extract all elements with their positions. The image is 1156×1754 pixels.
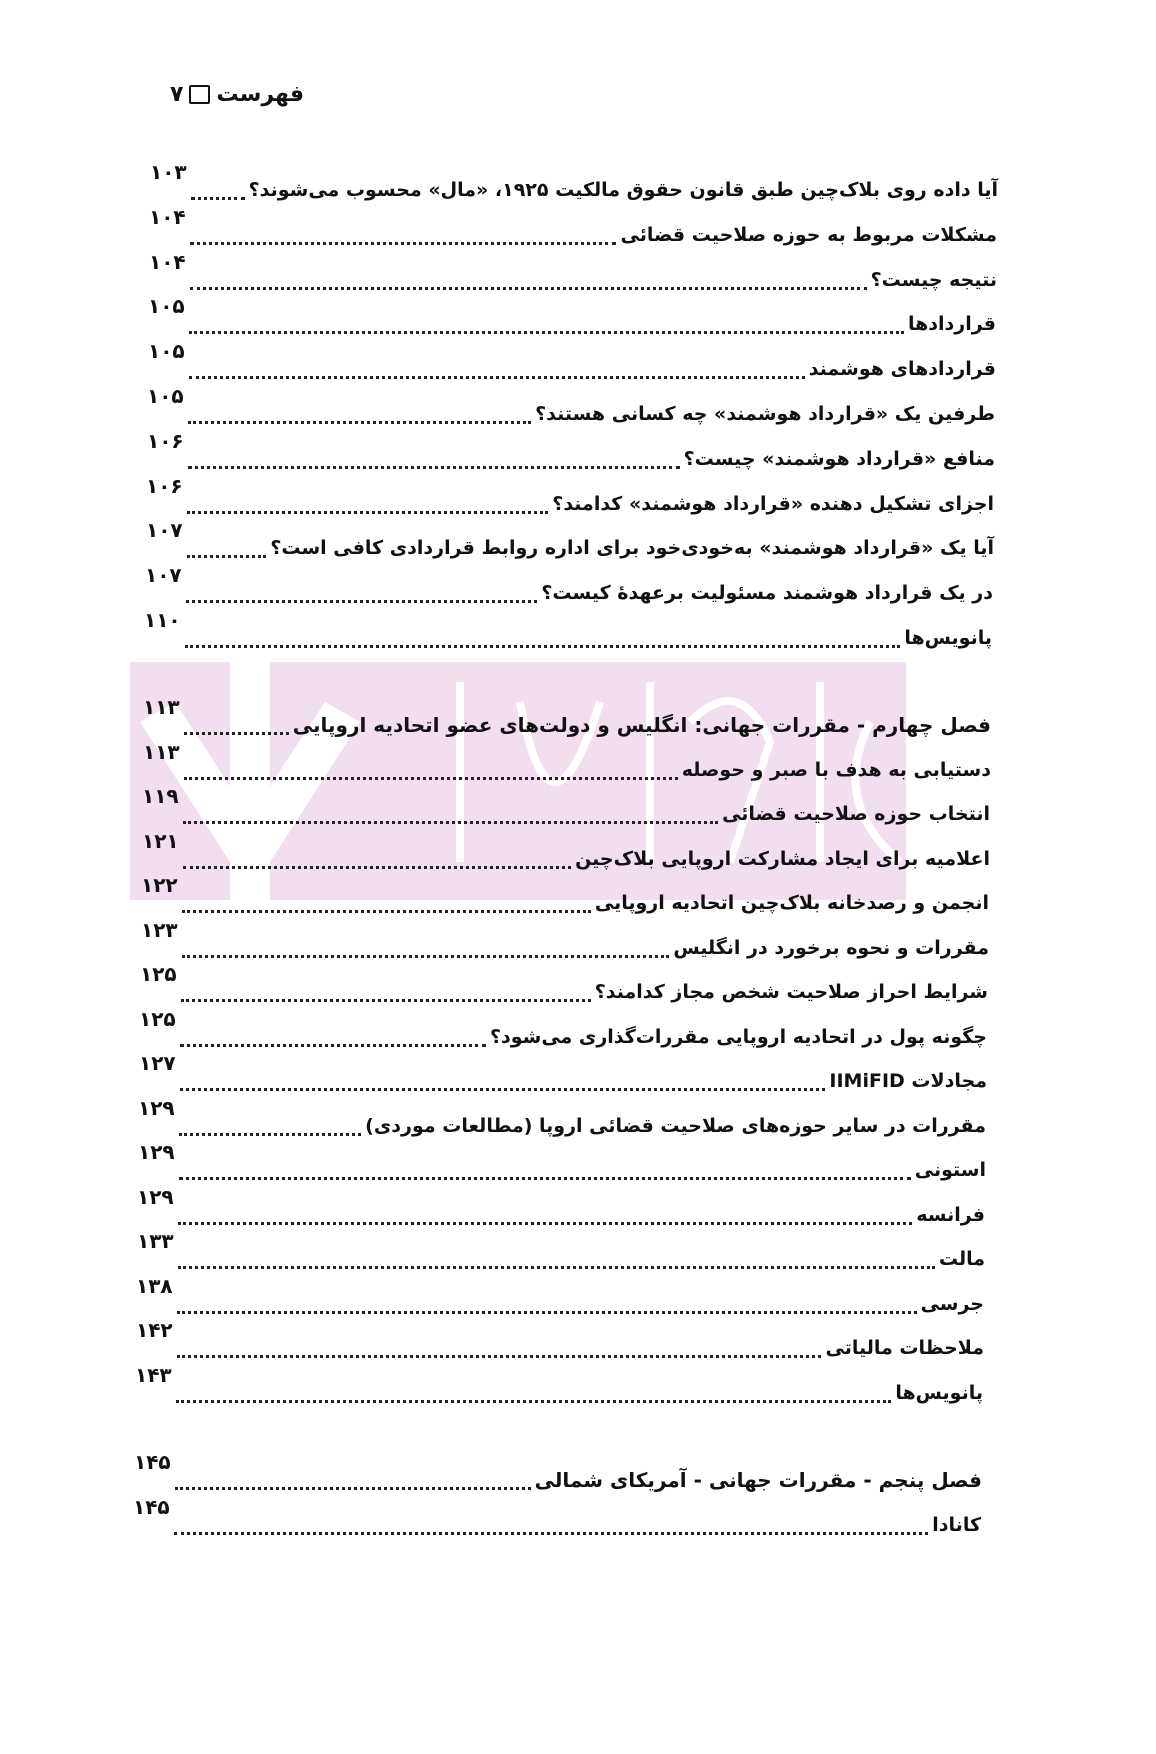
page-number: ۱۰۴ xyxy=(149,204,186,229)
entry-title: دستیابی به هدف با صبر و حوصله xyxy=(681,758,991,781)
entry-title: پانویس‌ها xyxy=(895,1381,983,1404)
page-number: ۱۲۵ xyxy=(139,1006,176,1031)
dot-leader xyxy=(186,563,538,603)
page-number: ۱۰۷ xyxy=(145,563,182,588)
page-number: ۱۳۳ xyxy=(137,1229,174,1253)
dot-leader xyxy=(177,1318,822,1358)
dot-leader xyxy=(183,784,718,824)
entry-title: آیا داده روی بلاک‌چین طبق قانون حقوق مالکیت ۱۹۲۵، «مال» محسوب می‌شوند؟ xyxy=(248,179,998,201)
toc-entry[interactable] xyxy=(142,784,990,828)
toc-entry[interactable] xyxy=(138,1140,986,1184)
page-number: ۱۲۹ xyxy=(138,1095,175,1120)
toc-entry[interactable] xyxy=(137,1185,985,1229)
toc-entry[interactable] xyxy=(149,205,997,249)
entry-title: انتخاب حوزه صلاحیت قضائی xyxy=(722,803,990,825)
dot-leader xyxy=(175,1450,531,1490)
entry-title: کانادا xyxy=(932,1514,981,1536)
toc-entry[interactable] xyxy=(137,1229,985,1273)
page-number: ۱۰۶ xyxy=(146,473,183,498)
entry-title: آیا یک «قرارداد هوشمند» به‌خودی‌خود برای اداره روابط قراردادی کافی است؟ xyxy=(270,537,994,560)
chapter-heading-entry[interactable] xyxy=(134,1450,982,1494)
chapter-heading-entry[interactable] xyxy=(143,695,991,739)
toc-entry[interactable] xyxy=(147,384,995,428)
dot-leader xyxy=(188,429,680,469)
dot-leader xyxy=(178,1185,913,1225)
page-number: ۱۲۵ xyxy=(140,962,177,986)
entry-title: قراردادها xyxy=(907,313,996,336)
dot-leader xyxy=(181,962,591,1002)
dot-leader xyxy=(174,1495,929,1535)
toc-entry[interactable] xyxy=(146,474,994,518)
dot-leader xyxy=(189,339,805,379)
dot-leader xyxy=(177,1274,917,1314)
toc-entry[interactable] xyxy=(133,1495,981,1539)
entry-title: در یک قرارداد هوشمند مسئولیت برعهدهٔ کیست؟ xyxy=(541,582,993,605)
dot-leader xyxy=(182,918,670,958)
entry-title: اعلامیه برای ایجاد مشارکت اروپایی بلاک‌چین xyxy=(575,847,990,870)
toc-entry[interactable] xyxy=(150,160,998,204)
toc-entry[interactable] xyxy=(149,250,997,294)
page-number: ۱۱۳ xyxy=(143,739,180,764)
dot-leader xyxy=(187,474,549,514)
toc-entry[interactable] xyxy=(141,918,989,962)
entry-title: ملاحظات مالیاتی xyxy=(825,1337,984,1359)
dot-leader xyxy=(185,608,901,648)
page-number: ۱۴۳ xyxy=(135,1362,172,1387)
dot-leader xyxy=(180,1051,826,1091)
entry-title: قراردادهای هوشمند xyxy=(808,358,996,381)
entry-title: مالت xyxy=(938,1248,985,1270)
toc-entry[interactable] xyxy=(138,1096,986,1140)
dot-leader xyxy=(179,1140,911,1180)
toc-entry[interactable] xyxy=(145,563,993,607)
dot-leader xyxy=(188,384,531,424)
entry-title: مقررات و نحوه برخورد در انگلیس xyxy=(673,936,989,959)
toc-entry[interactable] xyxy=(148,339,996,383)
page-number: ۱۳۸ xyxy=(136,1273,173,1298)
entry-title: منافع «قرارداد هوشمند» چیست؟ xyxy=(683,447,995,470)
entry-title: استونی xyxy=(914,1159,986,1181)
dot-leader xyxy=(176,1363,892,1403)
page-number: ۱۰۴ xyxy=(149,249,186,274)
entry-title: مشکلات مربوط به حوزه صلاحیت قضائی xyxy=(620,223,997,246)
entry-title: اجزای تشکیل دهنده «قرارداد هوشمند» کدامند؟ xyxy=(552,492,994,515)
toc-entry[interactable] xyxy=(135,1363,983,1407)
header-title: فهرست xyxy=(216,82,304,107)
dot-leader xyxy=(190,205,617,245)
dot-leader xyxy=(182,873,591,913)
toc-entry[interactable] xyxy=(136,1318,984,1362)
dot-leader xyxy=(183,829,571,869)
entry-title: انجمن و رصدخانه بلاک‌چین اتحادیه اروپایی xyxy=(594,892,989,914)
page-number: ۱۱۳ xyxy=(143,695,180,719)
page-number: ۱۰۳ xyxy=(150,160,187,184)
header-page-number: ۷ xyxy=(170,82,184,107)
page-number: ۱۲۱ xyxy=(142,828,179,853)
page-number: ۱۱۹ xyxy=(142,784,179,808)
page-number: ۱۴۵ xyxy=(133,1495,170,1519)
page-number: ۱۰۶ xyxy=(147,428,184,453)
entry-title: فصل چهارم - مقررات جهانی: انگلیس و دولت‌های عضو اتحادیه اروپایی xyxy=(292,713,991,737)
page-number: ۱۰۵ xyxy=(148,294,185,319)
page-number: ۱۰۵ xyxy=(147,384,184,408)
entry-title: فرانسه xyxy=(916,1203,985,1226)
dot-leader xyxy=(178,1229,935,1269)
page-number: ۱۰۵ xyxy=(148,339,185,364)
toc-entry[interactable] xyxy=(147,429,995,473)
toc-entry[interactable] xyxy=(136,1274,984,1318)
dot-leader xyxy=(191,160,245,200)
entry-title: طرفین یک «قرارداد هوشمند» چه کسانی هستند؟ xyxy=(535,403,995,425)
toc-entry[interactable] xyxy=(139,1051,987,1095)
toc-entry[interactable] xyxy=(143,740,991,784)
page-number: ۱۲۹ xyxy=(138,1140,175,1164)
page-number: ۱۲۷ xyxy=(139,1051,176,1075)
page-number: ۱۴۲ xyxy=(136,1318,173,1342)
toc-entry[interactable] xyxy=(146,518,994,562)
dot-leader xyxy=(189,294,904,334)
toc-entry[interactable] xyxy=(148,294,996,338)
toc-entry[interactable] xyxy=(141,873,989,917)
toc-entry[interactable] xyxy=(142,829,990,873)
entry-title: مقررات در سایر حوزه‌های صلاحیت قضائی اروپا (مطالعات موردی) xyxy=(365,1114,986,1137)
page-number: ۱۱۰ xyxy=(144,608,181,632)
dot-leader xyxy=(184,740,678,780)
entry-title: چگونه پول در اتحادیه اروپایی مقررات‌گذاری می‌شود؟ xyxy=(489,1025,987,1048)
toc-entry[interactable] xyxy=(140,962,988,1006)
page-number: ۱۲۲ xyxy=(141,873,178,897)
page-number: ۱۲۳ xyxy=(141,917,178,942)
dot-leader xyxy=(190,250,867,290)
entry-title: پانویس‌ها xyxy=(904,627,992,649)
page-number: ۱۰۷ xyxy=(146,518,183,543)
toc-entry[interactable] xyxy=(144,608,992,652)
dot-leader xyxy=(180,1007,486,1047)
dot-leader xyxy=(187,518,267,558)
entry-title: جرسی xyxy=(920,1292,984,1315)
page-number: ۱۲۹ xyxy=(137,1184,174,1209)
dot-leader xyxy=(184,695,289,735)
entry-title: نتیجه چیست؟ xyxy=(870,268,997,291)
dot-leader xyxy=(179,1096,362,1136)
toc-entry[interactable] xyxy=(139,1007,987,1051)
entry-title: فصل پنجم - مقررات جهانی - آمریکای شمالی xyxy=(534,1468,982,1492)
entry-title: مجادلات IIMiFID xyxy=(829,1070,987,1092)
entry-title: شرایط احراز صلاحیت شخص مجاز کدامند؟ xyxy=(594,981,988,1003)
page-number: ۱۴۵ xyxy=(134,1450,171,1474)
